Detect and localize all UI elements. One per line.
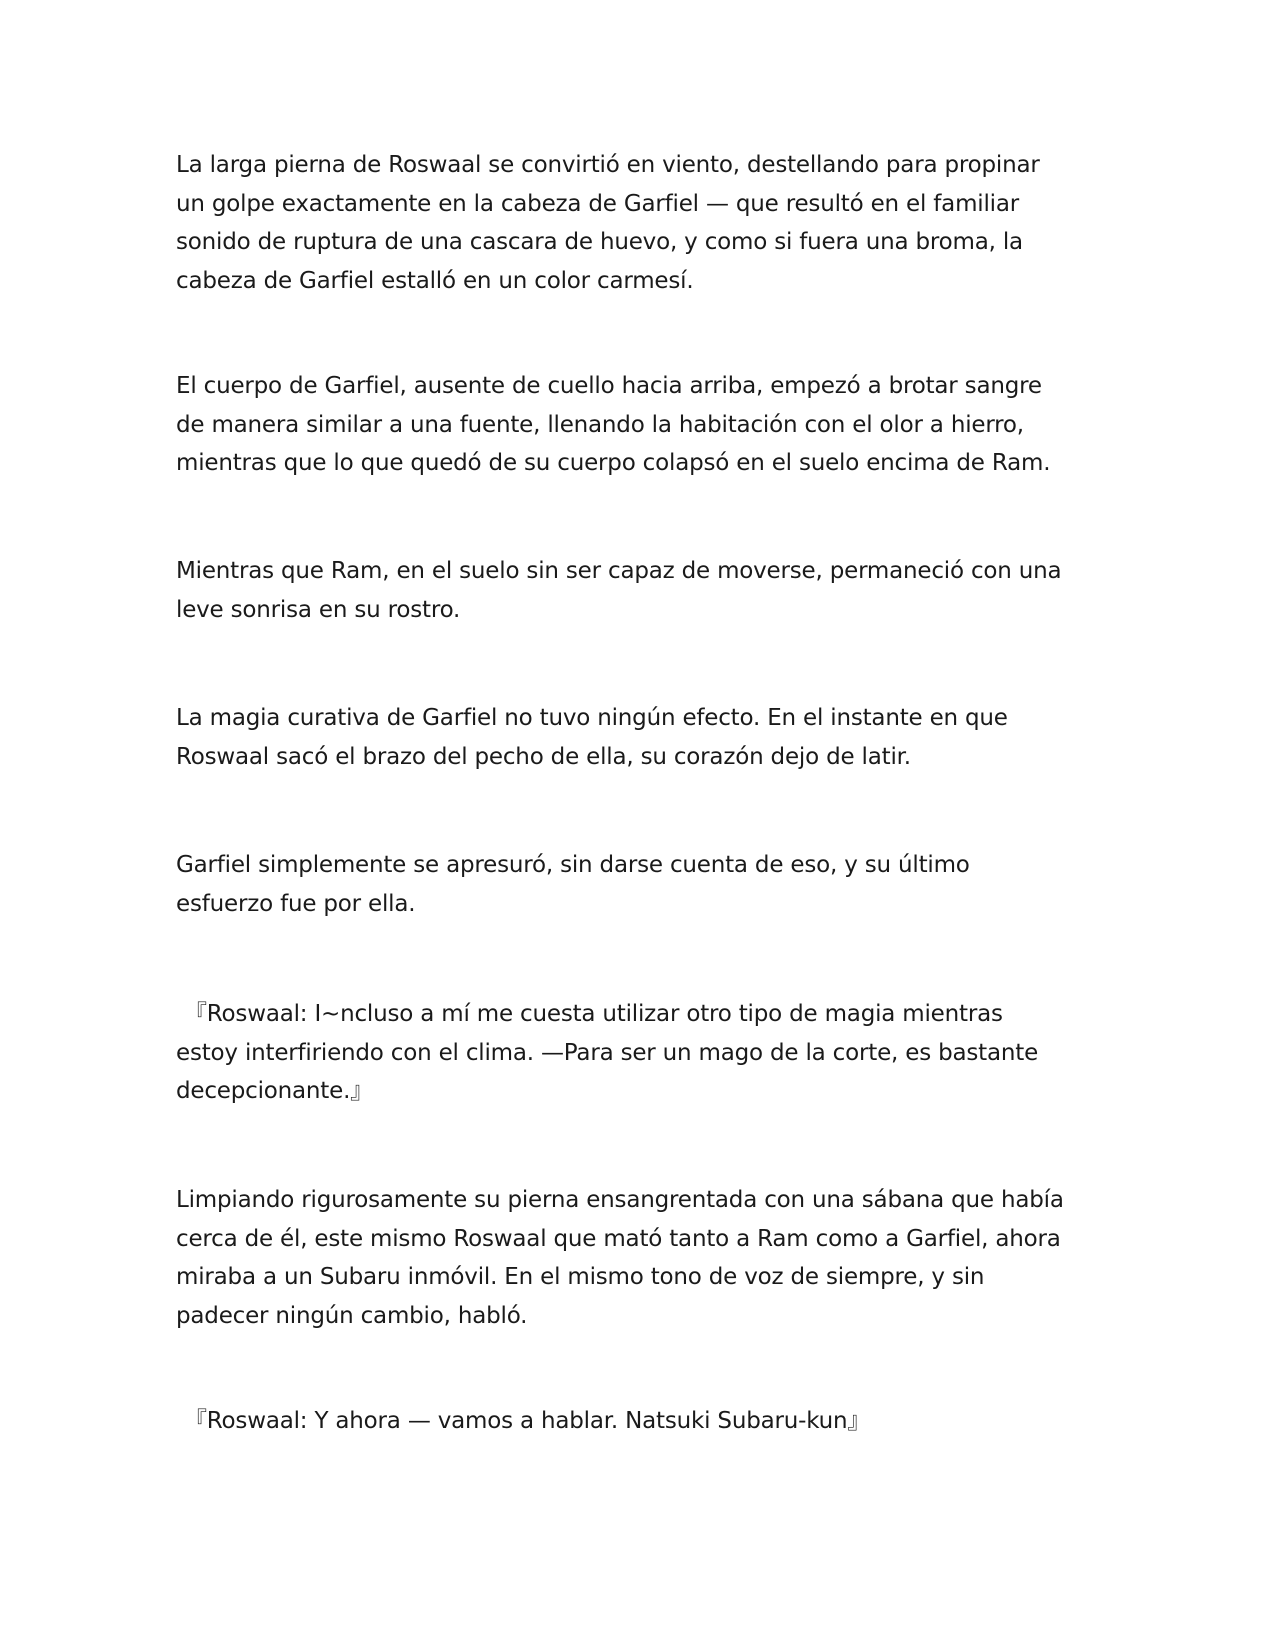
text-line: Roswaal sacó el brazo del pecho de ella, su corazón dejo de latir. <box>176 743 911 770</box>
text-line: esfuerzo fue por ella. <box>176 890 416 917</box>
text-line: cerca de él, este mismo Roswaal que mató tanto a Ram como a Garfiel, ahora <box>176 1225 1061 1252</box>
text-line: decepcionante.』 <box>176 1078 373 1104</box>
text-line: sonido de ruptura de una cascara de huevo, y como si fuera una broma, la <box>176 229 1023 255</box>
paragraph-1 <box>176 146 1106 300</box>
text-line: estoy interfiriendo con el clima. —Para ser un mago de la corte, es bastante <box>176 1039 1039 1066</box>
text-line: Mientras que Ram, en el suelo sin ser capaz de moverse, permaneció con una <box>176 558 1062 584</box>
text-line: 『Roswaal: Y ahora — vamos a hablar. Natsuki Subaru-kun』 <box>184 1408 871 1434</box>
text-line: Garfiel simplemente se apresuró, sin darse cuenta de eso, y su último <box>176 852 970 878</box>
text-line: miraba a un Subaru inmóvil. En el mismo tono de voz de siempre, y sin <box>176 1264 985 1290</box>
paragraph-3 <box>176 552 1106 629</box>
text-line: un golpe exactamente en la cabeza de Garfiel — que resultó en el familiar <box>176 190 1019 217</box>
text-line: El cuerpo de Garfiel, ausente de cuello hacia arriba, empezó a brotar sangre <box>176 373 1042 399</box>
text-line: mientras que lo que quedó de su cuerpo colapsó en el suelo encima de Ram. <box>176 450 1051 476</box>
paragraph-2 <box>176 367 1106 483</box>
text-line: de manera similar a una fuente, llenando la habitación con el olor a hierro, <box>176 411 1024 438</box>
text-line: 『Roswaal: I~ncluso a mí me cuesta utilizar otro tipo de magia mientras <box>184 1001 1003 1027</box>
paragraph-5 <box>176 846 1106 923</box>
dialogue-roswaal-2 <box>184 1402 1114 1441</box>
paragraph-4 <box>176 699 1106 776</box>
text-line: La larga pierna de Roswaal se convirtió en viento, destellando para propinar <box>176 152 1040 178</box>
paragraph-7 <box>176 1181 1106 1335</box>
dialogue-roswaal-1 <box>176 995 1114 1111</box>
text-line: La magia curativa de Garfiel no tuvo ningún efecto. En el instante en que <box>176 705 1008 731</box>
text-line: leve sonrisa en su rostro. <box>176 596 461 623</box>
text-line: Limpiando rigurosamente su pierna ensangrentada con una sábana que había <box>176 1187 1064 1213</box>
text-line: cabeza de Garfiel estalló en un color carmesí. <box>176 267 694 294</box>
text-line: padecer ningún cambio, habló. <box>176 1302 528 1329</box>
